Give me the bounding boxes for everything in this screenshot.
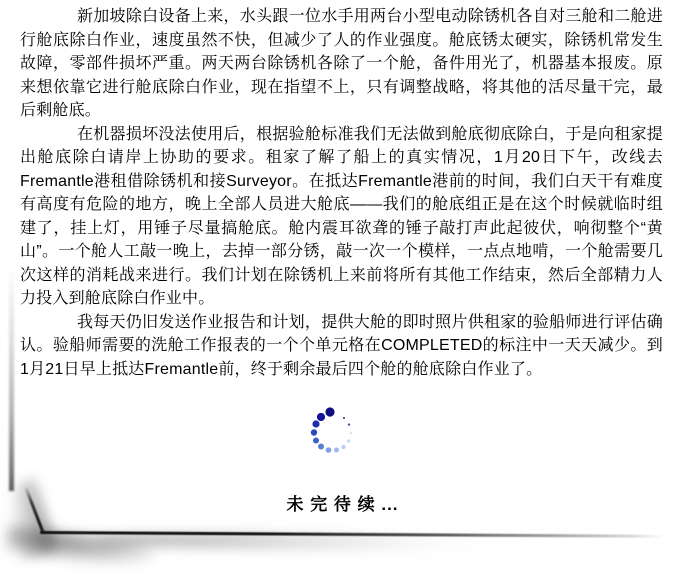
paragraph-1: 新加坡除白设备上来，水头跟一位水手用两台小型电动除锈机各自对三舱和二舱进行舱底除白作业，速度虽然不快，但减少了人的作业强度。舱底锈太硬实，除锈机常发生故障，零部件损坏严重。两天两台除锈机各除了一个舱，备件用光了，机器基本报废。原来想依靠它进行舱底除白作业，现在指望不上，只有调整战略，将其他的活尽量干完，最后剩舱底。 bbox=[20, 8, 663, 119]
paragraph-2: 在机器损坏没法使用后，根据验舱标准我们无法做到舱底彻底除白，于是向租家提出舱底除白请岸上协助的要求。租家了解了船上的真实情况，1月20日下午，改线去Fremantle港租借除锈机和接Surveyor。在抵达Fremantle港前的时间，我们白天干有难度有高度有危险的地方，晚上全部人员进大舱底——我们的舱底组正是在这个时候就临时组建了，挂上灯，用锤子尽量搞舱底。舱内震耳欲聋的锤子敲打声此起彼伏，响彻整个“黄山”。一个舱人工敲一晚上，去掉一部分锈，敲一次一个模样，一点点地啃，一个舱需要几次这样的消耗战来进行。我们计划在除锈机上来前将所有其他工作结束，然后全部精力人力投入到舱底除白作业中。 bbox=[20, 125, 663, 307]
to-be-continued-text: 未 完 待 续 ... bbox=[286, 495, 399, 514]
page-left-edge-shadow bbox=[9, 265, 14, 491]
loading-spinner-icon bbox=[305, 406, 361, 462]
paragraph-3: 我每天仍旧发送作业报告和计划，提供大舱的即时照片供租家的验船师进行评估确认。验船师需要的洗舱工作报表的一个个单元格在COMPLETED的标注中一天天减少。到1月21日早上抵达Fremantle前，终于剩余最后四个舱的舱底除白作业了。 bbox=[20, 313, 663, 378]
